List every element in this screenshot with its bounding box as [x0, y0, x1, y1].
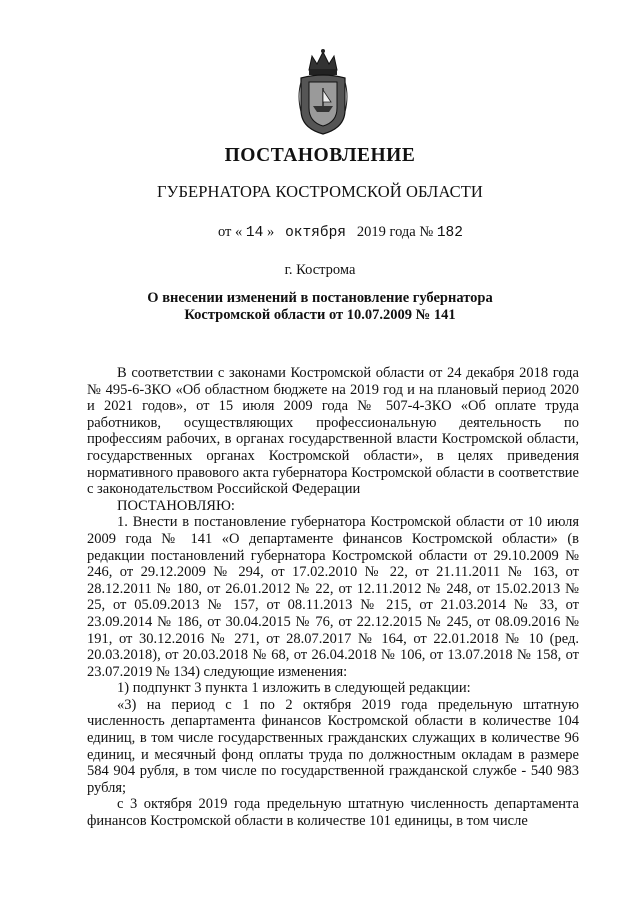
document-heading — [0, 290, 640, 324]
date-day: 14 — [245, 225, 264, 241]
date-prefix: от « — [218, 224, 243, 240]
date-mid: » — [266, 224, 275, 240]
paragraph-subitem-1: 1) подпункт 3 пункта 1 изложить в следующей редакции: — [117, 680, 471, 697]
coat-of-arms-emblem — [295, 48, 351, 136]
document-subtitle: ГУБЕРНАТОРА КОСТРОМСКОЙ ОБЛАСТИ — [157, 182, 483, 201]
date-year: 2019 года № — [356, 224, 434, 240]
heading-line-1: О внесении изменений в постановление губернатора — [147, 290, 493, 306]
paragraph-preamble: В соответствии с законами Костромской области от 24 декабря 2018 года № 495-6-ЗКО «Об областном бюджете на 2019 год и на плановый период 2020 и 2021 годов», от 15 июля 2009 года № 507-4-ЗКО «Об оплате труда работников, осуществляющих профессиональную деятельность по профессиям рабочих, в органах государственной власти Костромской области, государственных органах Костромской области», в целях приведения нормативного правового акта губернатора Костромской области в соответствие с законодательством Российской Федерации — [87, 365, 579, 498]
date-month: октября — [285, 225, 346, 241]
document-number: 182 — [436, 225, 463, 241]
paragraph-quote-3: «3) на период с 1 по 2 октября 2019 года предельную штатную численность департамента финансов Костромской области в количестве 104 единиц, в том числе государственных гражданских служащих в количестве 96 единиц, и месячный фонд оплаты труда по должностным окладам в размере 584 904 рубля, в том числе по государственной гражданской службе - 540 983 рубля; — [87, 696, 579, 796]
paragraph-resolve: ПОСТАНОВЛЯЮ: — [117, 497, 235, 514]
paragraph-from-october-3: с 3 октября 2019 года предельную штатную численность департамента финансов Костромской области в количестве 101 единицы, в том числе — [87, 796, 579, 830]
paragraph-item-1: 1. Внести в постановление губернатора Костромской области от 10 июля 2009 года № 141 «О департаменте финансов Костромской области» (в редакции постановлений губернатора Костромской области от 29.10.2009 № 246, от 29.12.2009 № 294, от 17.02.2010 № 22, от 21.11.2011 № 163, от 28.12.2011 № 180, от 26.01.2012 № 22, от 12.11.2012 № 248, от 15.02.2013 № 25, от 05.09.2013 № 157, от 08.11.2013 № 215, от 21.03.2014 № 33, от 23.09.2014 № 186, от 30.04.2015 № 76, от 22.12.2015 № 245, от 08.09.2016 № 191, от 30.12.2016 № 271, от 28.07.2017 № 164, от 22.01.2018 № 10 (ред. 20.03.2018), от 20.03.2018 № 68, от 26.04.2018 № 106, от 13.07.2018 № 158, от 23.07.2019 № 134) следующие изменения: — [87, 514, 579, 680]
document-title: ПОСТАНОВЛЕНИЕ — [224, 145, 416, 166]
date-line — [218, 224, 463, 241]
document-body — [87, 365, 579, 830]
city-name: г. Кострома — [284, 262, 356, 278]
heading-line-2: Костромской области от 10.07.2009 № 141 — [184, 307, 456, 323]
